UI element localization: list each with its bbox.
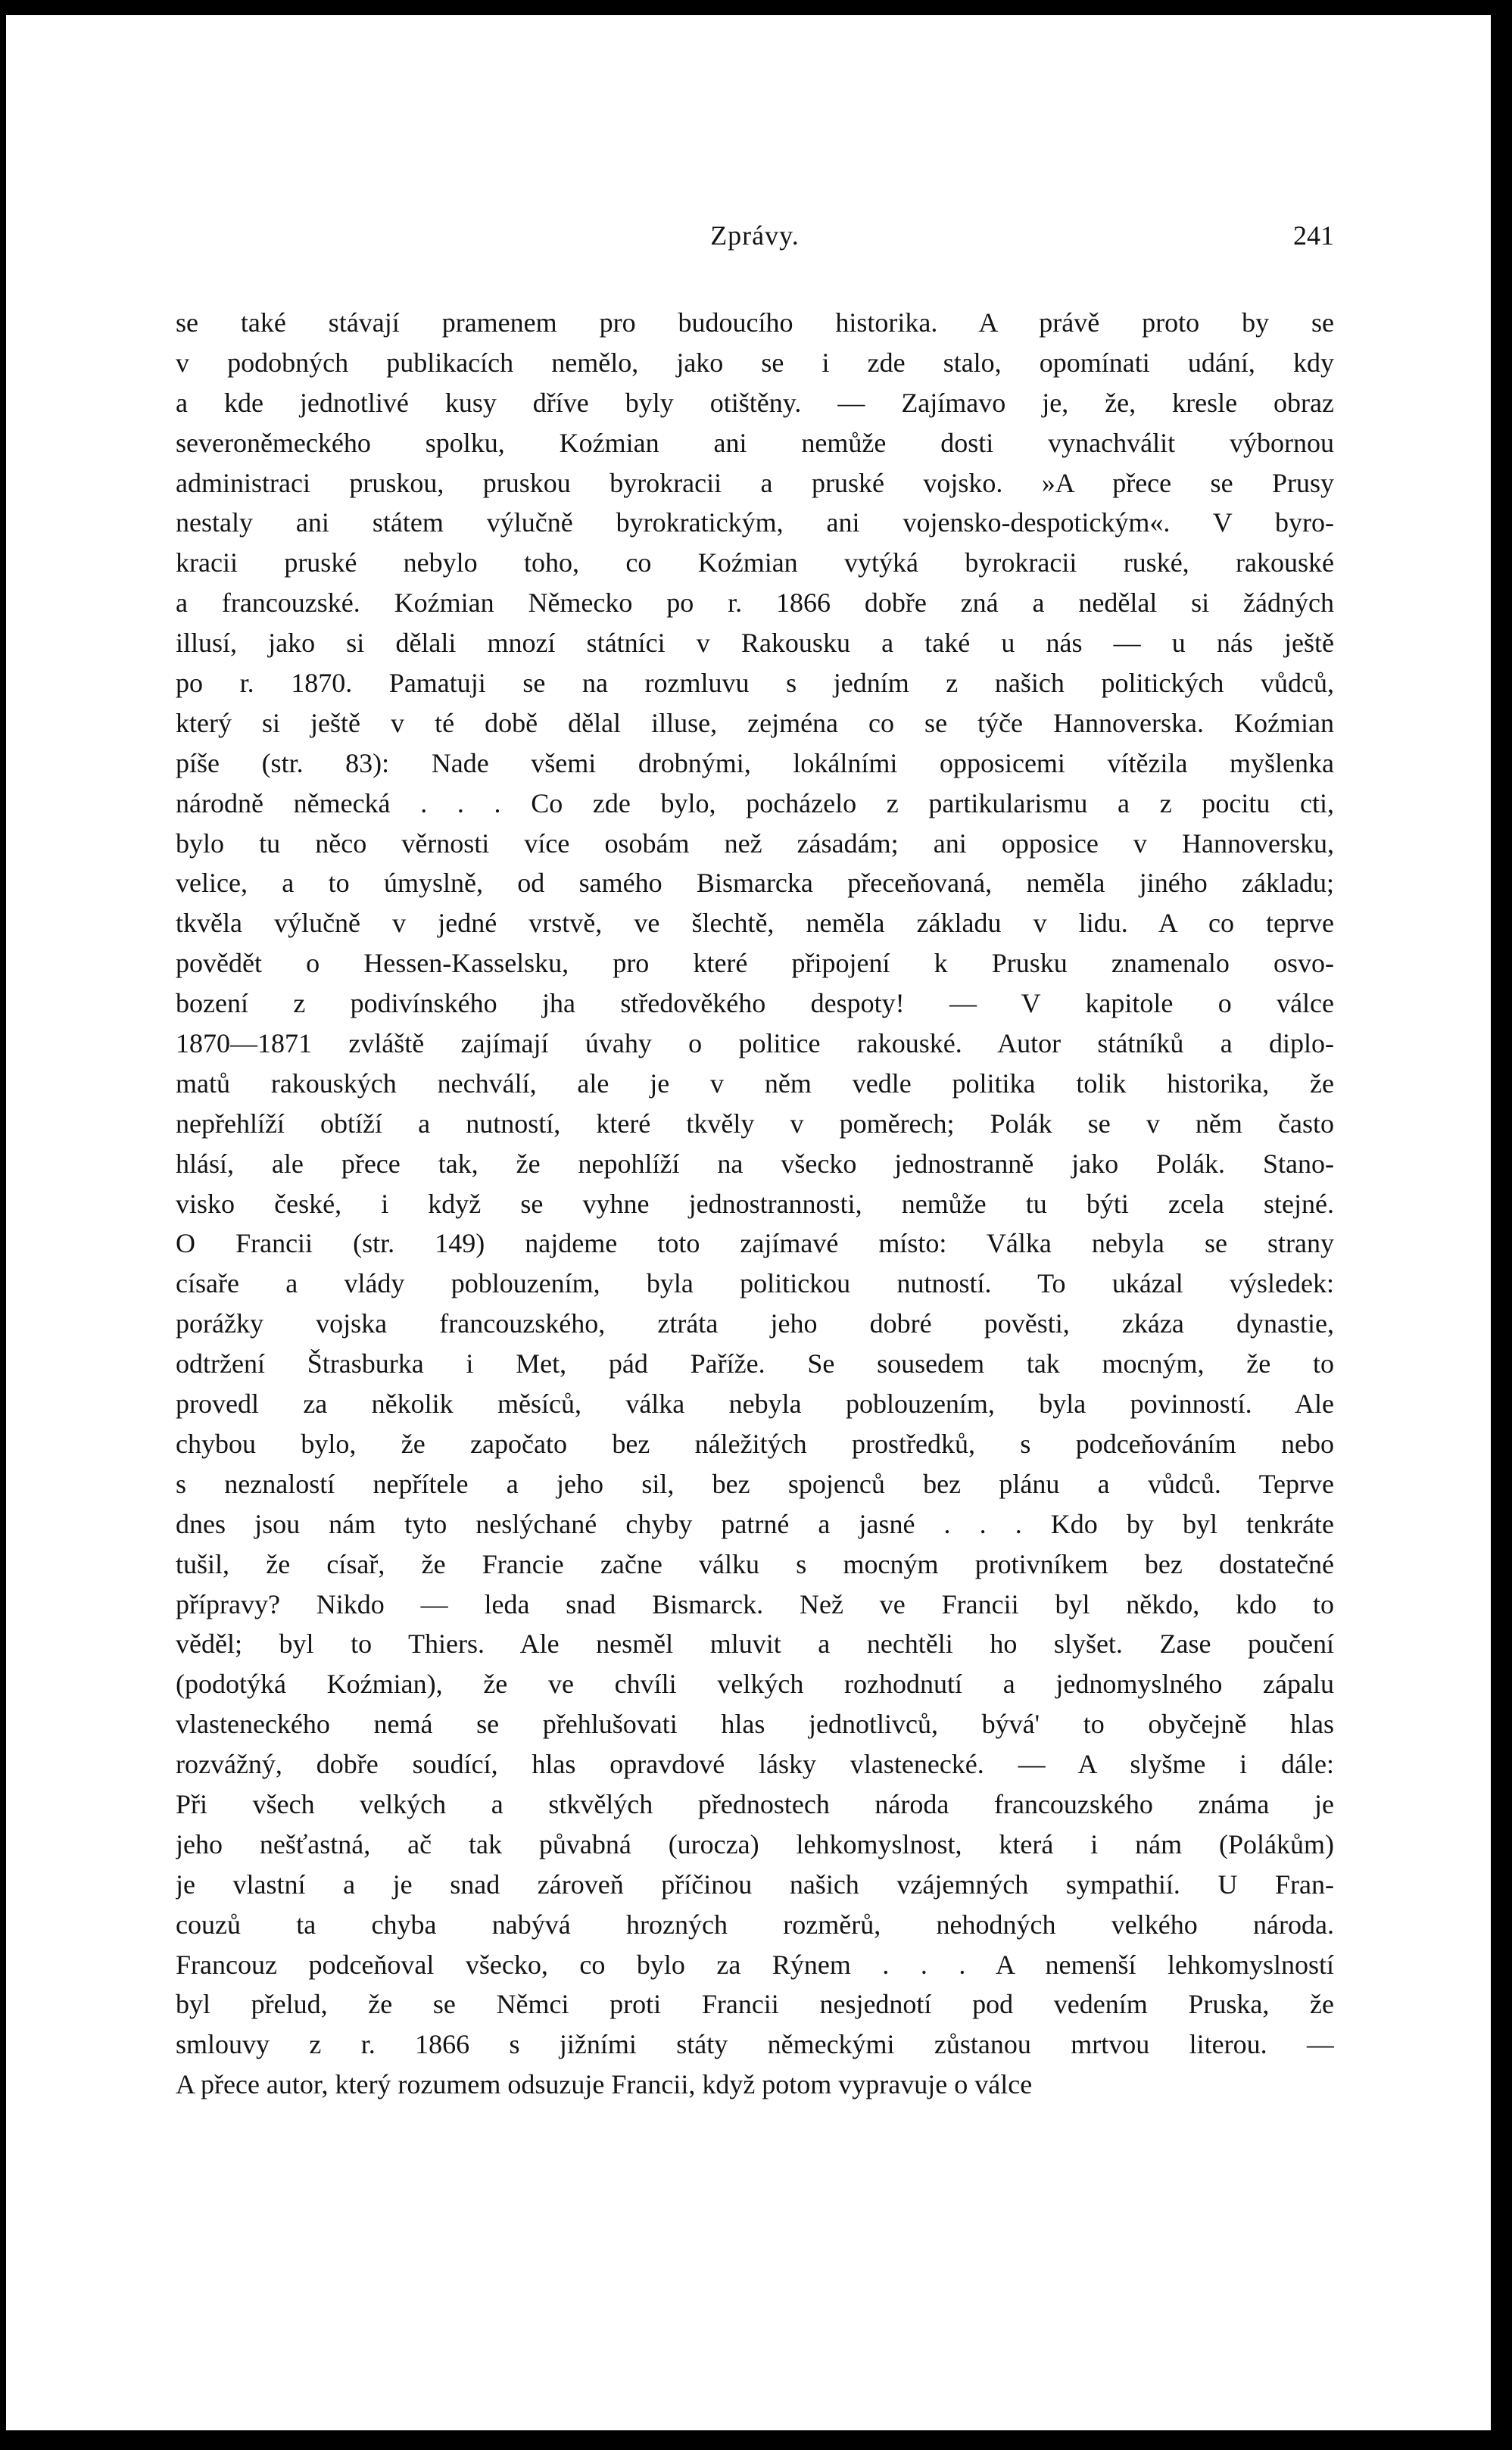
text-line: píše (str. 83): Nade všemi drobnými, lokálními opposicemi vítězila myšlenka <box>176 747 1334 778</box>
text-line: administraci pruskou, pruskou byrokracii a pruské vojsko. »A přece se Prusy <box>176 467 1334 498</box>
text-line: tušil, že císař, že Francie začne válku s mocným protivníkem bez dostatečné <box>176 1548 1334 1579</box>
text-line: nepřehlíží obtíží a nutností, které tkvěly v poměrech; Polák se v něm často <box>176 1108 1334 1139</box>
text-line: je vlastní a je snad zároveň příčinou našich vzájemných sympathií. U Fran- <box>176 1869 1334 1900</box>
text-line: Francouz podceňoval všecko, co bylo za Rýnem . . . A nemenší lehkomyslností <box>176 1949 1334 1980</box>
scan-border-right <box>1491 0 1512 2450</box>
text-line: A přece autor, který rozumem odsuzuje Francii, když potom vypravuje o válce <box>176 2069 1033 2100</box>
scan-border-left <box>0 0 6 2450</box>
text-line: se také stávají pramenem pro budoucího historika. A právě proto by se <box>176 307 1334 338</box>
text-line: visko české, i když se vyhne jednostrannosti, nemůže tu býti zcela stejné. <box>176 1188 1334 1219</box>
text-line: dnes jsou nám tyto neslýchané chyby patrné a jasné . . . Kdo by byl tenkráte <box>176 1508 1334 1539</box>
text-line: (podotýká Koźmian), že ve chvíli velkých rozhodnutí a jednomyslného zápalu <box>176 1669 1334 1700</box>
text-line: a francouzské. Koźmian Německo po r. 1866 dobře zná a nedělal si žádných <box>176 588 1334 619</box>
scan-border-bottom <box>0 2430 1512 2450</box>
text-line: nestaly ani státem výlučně byrokratickým, ani vojensko-despotickým«. V byro- <box>176 507 1334 538</box>
text-line: národně německá . . . Co zde bylo, pocházelo z partikularismu a z pocitu cti, <box>176 787 1334 818</box>
book-page <box>176 220 1334 2105</box>
text-line: provedl za několik měsíců, válka nebyla poblouzením, byla povinností. Ale <box>176 1389 1334 1420</box>
scan-border-top <box>0 0 1512 15</box>
text-line: v podobných publikacích nemělo, jako se i zde stalo, opomínati udání, kdy <box>176 347 1334 378</box>
text-line: císaře a vlády poblouzením, byla politickou nutností. To ukázal výsledek: <box>176 1268 1334 1299</box>
text-line: matů rakouských nechválí, ale je v něm vedle politika tolik historika, že <box>176 1068 1334 1099</box>
running-title: Zprávy. <box>710 220 800 251</box>
page-number: 241 <box>1293 220 1334 251</box>
text-line: povědět o Hessen-Kasselsku, pro které připojení k Prusku znamenalo osvo- <box>176 948 1334 979</box>
text-line: přípravy? Nikdo — leda snad Bismarck. Než ve Francii byl někdo, kdo to <box>176 1588 1334 1619</box>
text-line: věděl; byl to Thiers. Ale nesměl mluvit a nechtěli ho slyšet. Zase poučení <box>176 1629 1334 1660</box>
text-line: po r. 1870. Pamatuji se na rozmluvu s jedním z našich politických vůdců, <box>176 668 1334 699</box>
text-line: hlásí, ale přece tak, že nepohlíží na všecko jednostranně jako Polák. Stano- <box>176 1148 1334 1179</box>
text-line: 1870—1871 zvláště zajímají úvahy o politice rakouské. Autor státníků a diplo- <box>176 1028 1334 1059</box>
text-line: tkvěla výlučně v jedné vrstvě, ve šlechtě, neměla základu v lidu. A co teprve <box>176 908 1334 939</box>
text-line: rozvážný, dobře soudící, hlas opravdové lásky vlastenecké. — A slyšme i dále: <box>176 1749 1334 1780</box>
text-line: O Francii (str. 149) najdeme toto zajímavé místo: Válka nebyla se strany <box>176 1228 1334 1259</box>
text-line: bození z podivínského jha středověkého despoty! — V kapitole o válce <box>176 988 1334 1019</box>
text-line: velice, a to úmyslně, od samého Bismarcka přeceňovaná, neměla jiného základu; <box>176 868 1334 899</box>
text-line: odtržení Štrasburka i Met, pád Paříže. Se sousedem tak mocným, že to <box>176 1348 1334 1379</box>
running-head <box>176 220 1334 265</box>
text-line: s neznalostí nepřítele a jeho sil, bez spojenců bez plánu a vůdců. Teprve <box>176 1468 1334 1499</box>
text-line: bylo tu něco věrnosti více osobám než zásadám; ani opposice v Hannoversku, <box>176 828 1334 859</box>
text-line: a kde jednotlivé kusy dříve byly otištěny. — Zajímavo je, že, kresle obraz <box>176 387 1334 418</box>
text-line: Při všech velkých a stkvělých přednostech národa francouzského známa je <box>176 1788 1334 1819</box>
text-line: který si ještě v té době dělal illuse, zejména co se týče Hannoverska. Koźmian <box>176 707 1334 738</box>
text-line: couzů ta chyba nabývá hrozných rozměrů, nehodných velkého národa. <box>176 1909 1334 1940</box>
text-line: severoněmeckého spolku, Koźmian ani nemůže dosti vynachválit výbornou <box>176 427 1334 458</box>
text-line: vlasteneckého nemá se přehlušovati hlas jednotlivců, bývá' to obyčejně hlas <box>176 1709 1334 1740</box>
text-line: byl přelud, že se Němci proti Francii nesjednotí pod vedením Pruska, že <box>176 1989 1334 2020</box>
text-line: smlouvy z r. 1866 s jižními státy německými zůstanou mrtvou literou. — <box>176 2029 1334 2060</box>
text-line: jeho nešťastná, ač tak půvabná (urocza) lehkomyslnost, která i nám (Polákům) <box>176 1828 1334 1859</box>
text-line: illusí, jako si dělali mnozí státníci v Rakousku a také u nás — u nás ještě <box>176 628 1334 659</box>
text-line: kracii pruské nebylo toho, co Koźmian vytýká byrokracii ruské, rakouské <box>176 547 1334 578</box>
body-text <box>176 303 1334 2105</box>
text-line: porážky vojska francouzského, ztráta jeho dobré pověsti, zkáza dynastie, <box>176 1308 1334 1339</box>
text-line: chybou bylo, že započato bez náležitých prostředků, s podceňováním nebo <box>176 1428 1334 1459</box>
